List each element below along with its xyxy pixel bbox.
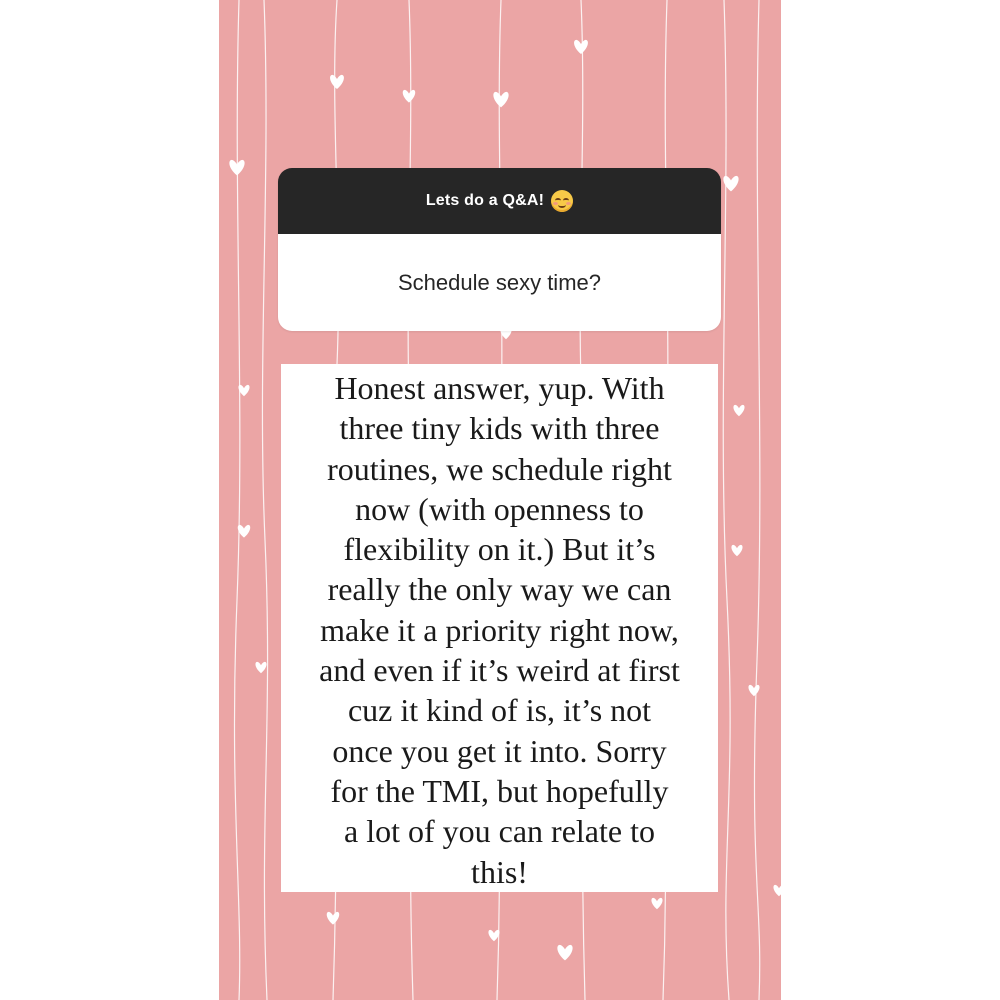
string-line — [723, 0, 730, 1000]
answer-line: three tiny kids with three — [339, 410, 660, 447]
string-line — [262, 0, 267, 1000]
heart-icon — [557, 945, 572, 961]
answer-line: now (with openness to — [355, 490, 644, 527]
question-sticker — [278, 168, 721, 331]
answer-line: routines, we schedule right — [327, 450, 672, 487]
heart-icon — [488, 930, 499, 941]
question-prompt: Lets do a Q&A! — [425, 192, 545, 209]
question-text: Schedule sexy time? — [398, 269, 601, 295]
heart-icon — [731, 545, 742, 556]
heart-icon — [574, 40, 588, 54]
heart-icon — [748, 685, 759, 696]
heart-icon — [330, 75, 344, 89]
heart-icon — [403, 90, 415, 103]
string-line — [754, 0, 759, 1000]
answer-line: cuz it kind of is, it’s not — [347, 692, 652, 729]
answer-line: really the only way we can — [327, 571, 672, 608]
heart-icon — [773, 885, 781, 896]
answer-line: Honest answer, yup. With — [334, 370, 665, 406]
heart-icon — [327, 912, 339, 925]
heart-icon — [733, 405, 744, 416]
heart-icon — [651, 898, 662, 909]
answer-line: and even if it’s weird at first — [319, 652, 680, 689]
question-sticker-header — [278, 168, 721, 234]
smiling-face-with-blush-icon — [551, 190, 573, 212]
heart-icon — [493, 92, 508, 108]
question-sticker-body — [278, 234, 721, 331]
answer-line: make it a priority right now, — [320, 611, 679, 648]
heart-icon — [238, 525, 250, 538]
answer-line: for the TMI, but hopefully — [330, 772, 669, 809]
heart-icon — [255, 662, 266, 673]
story-frame — [219, 0, 781, 1000]
answer-text-box — [281, 364, 718, 892]
answer-line: this! — [471, 853, 528, 890]
string-line — [234, 0, 239, 1000]
answer-line: once you get it into. Sorry — [332, 732, 667, 769]
answer-line: flexibility on it.) But it’s — [343, 531, 656, 568]
answer-line: a lot of you can relate to — [344, 813, 655, 850]
